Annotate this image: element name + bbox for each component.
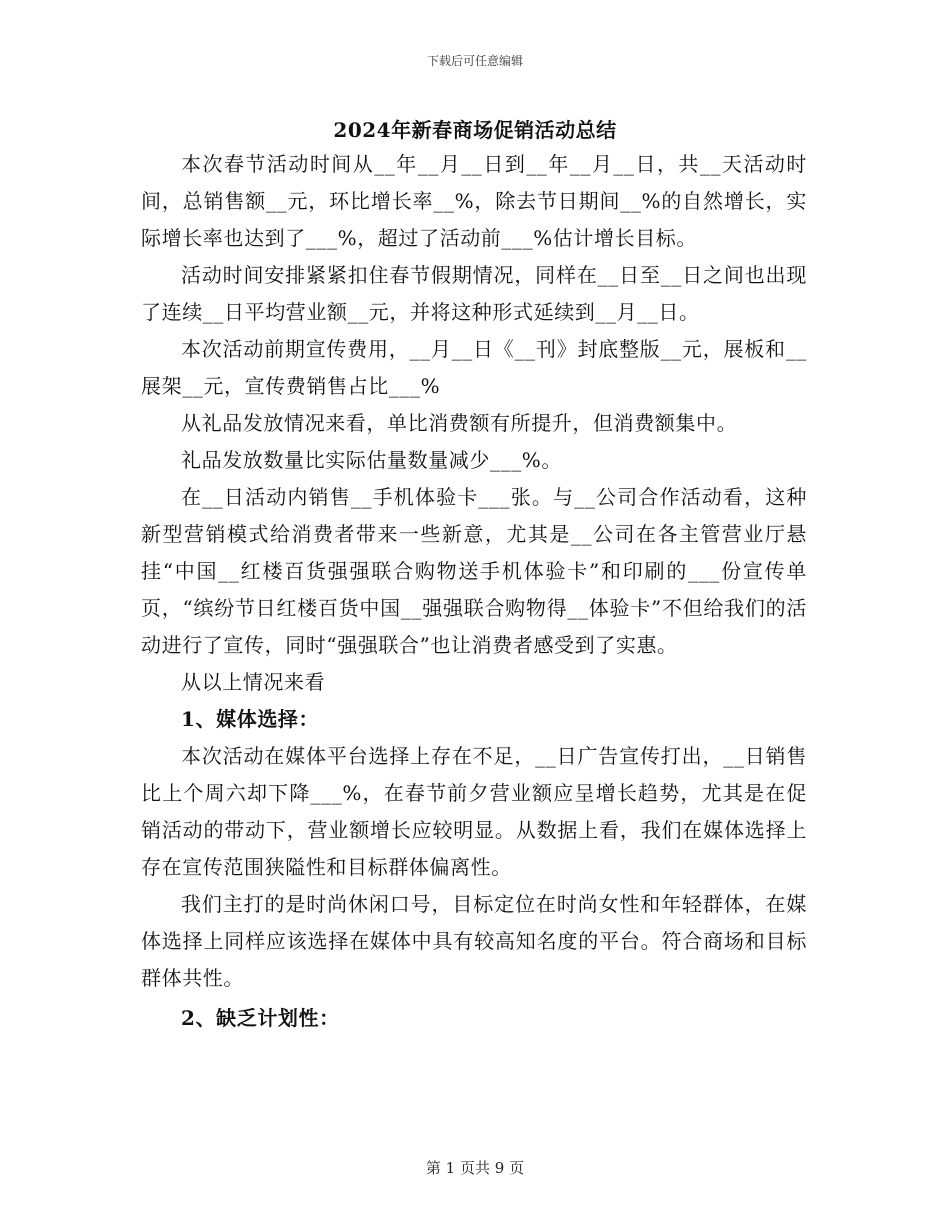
section-heading-media-selection: 1、媒体选择： (181, 707, 320, 731)
paragraph: 本次活动在媒体平台选择上存在不足，__日广告宣传打出，__日销售比上个周六却下降___%，在春节前夕营业额应呈增长趋势，尤其是在促销活动的带动下，营业额增长应较明显。从数据上看，我们在媒体选择上存在宣传范围狭隘性和目标群体偏离性。 (141, 744, 807, 879)
page-header: 下载后可任意编辑 (426, 54, 523, 68)
paragraph: 本次活动前期宣传费用，__月__日《__刊》封底整版__元，展板和__展架__元，宣传费销售占比___% (141, 337, 807, 398)
paragraph: 本次春节活动时间从__年__月__日到__年__月__日，共__天活动时间，总销售额__元，环比增长率__%，除去节日期间__%的自然增长，实际增长率也达到了___%，超过了活动前___%估计增长目标。 (141, 152, 807, 250)
document-body (141, 146, 807, 1037)
paragraph: 活动时间安排紧紧扣住春节假期情况，同样在__日至__日之间也出现了连续__日平均营业额__元，并将这种形式延续到__月__日。 (141, 263, 807, 324)
paragraph: 在__日活动内销售__手机体验卡___张。与__公司合作活动看，这种新型营销模式给消费者带来一些新意，尤其是__公司在各主管营业厅悬挂“中国__红楼百货强强联合购物送手机体验卡”和印刷的___份宣传单页，“缤纷节日红楼百货中国__强强联合购物得__体验卡”不但给我们的活动进行了宣传，同时“强强联合”也让消费者感受到了实惠。 (141, 485, 807, 657)
paragraph: 从礼品发放情况来看，单比消费额有所提升，但消费额集中。 (181, 411, 738, 435)
section-heading-lack-of-planning: 2、缺乏计划性： (181, 1006, 340, 1030)
page-footer: 第 1 页共 9 页 (425, 1159, 525, 1177)
paragraph: 我们主打的是时尚休闲口号，目标定位在时尚女性和年轻群体，在媒体选择上同样应该选择在媒体中具有较高知名度的平台。符合商场和目标群体共性。 (141, 892, 807, 990)
paragraph: 礼品发放数量比实际估量数量减少___%。 (181, 448, 563, 472)
document-title: 2024年新春商场促销活动总结 (333, 118, 617, 142)
paragraph: 从以上情况来看 (181, 670, 326, 694)
